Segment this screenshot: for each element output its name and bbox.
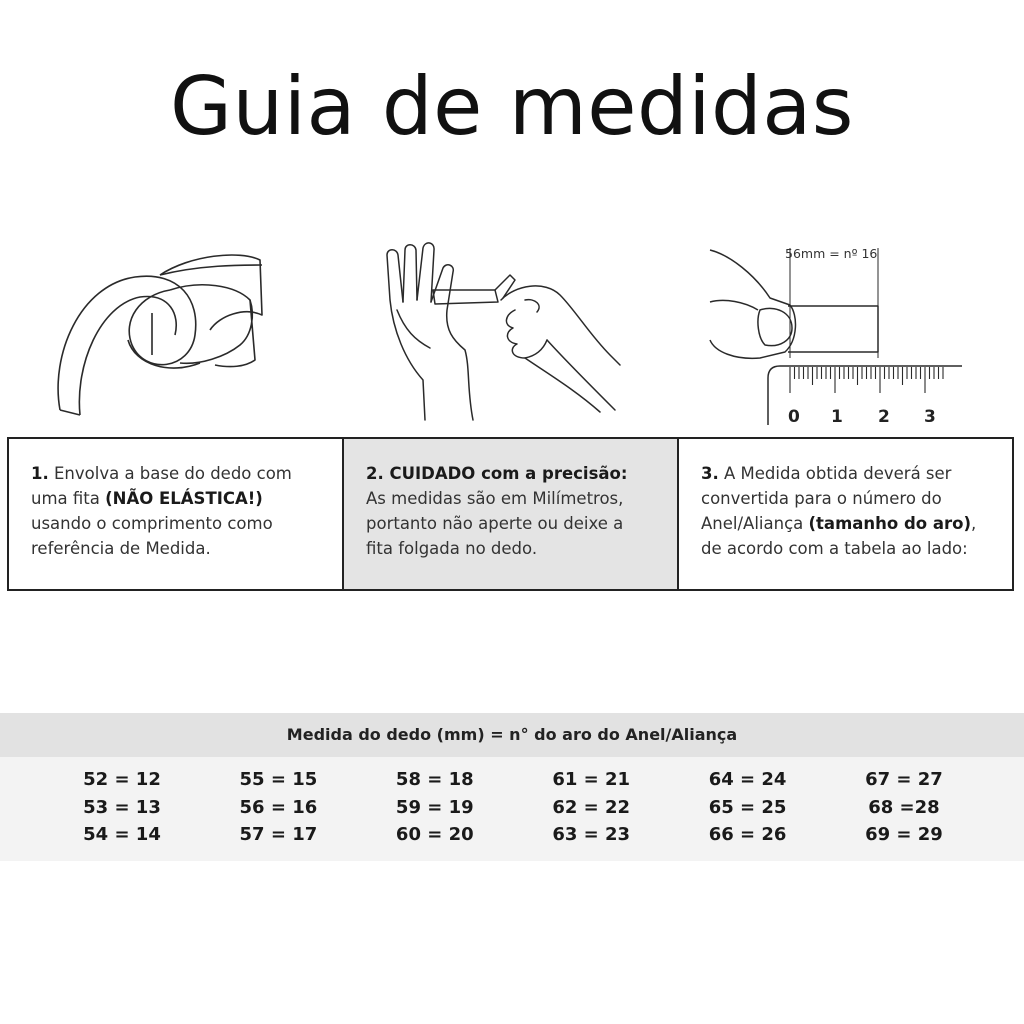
step-1-number: 1. — [31, 464, 49, 483]
size-column — [395, 766, 475, 861]
size-cell: 66 = 26 — [708, 824, 787, 845]
size-column — [864, 766, 944, 861]
ruler-number-3: 3 — [924, 407, 936, 425]
tape-loop-illustration — [40, 235, 280, 425]
step-2 — [342, 439, 677, 589]
step-3-line1: A Medida obtida deverá ser — [718, 464, 952, 483]
step-1-line2b: (NÃO ELÁSTICA!) — [105, 489, 263, 508]
ruler-number-2: 2 — [878, 407, 890, 425]
size-cell: 65 = 25 — [708, 796, 787, 818]
size-cell: 60 = 20 — [395, 824, 474, 845]
step-2-line2: As medidas são em Milímetros, — [366, 489, 624, 508]
size-cell: 52 = 12 — [83, 769, 161, 790]
size-column — [238, 766, 318, 861]
size-cell: 55 = 15 — [239, 769, 318, 790]
step-3-line3a: Anel/Aliança — [701, 514, 809, 533]
ruler-number-0: 0 — [788, 407, 800, 425]
size-cell: 68 =28 — [868, 796, 940, 818]
size-cell: 59 = 19 — [395, 796, 474, 818]
step-3-line4: de acordo com a tabela ao lado: — [701, 539, 968, 558]
size-table-body — [0, 757, 1024, 861]
hands-measuring-illustration — [375, 240, 635, 425]
step-3-number: 3. — [701, 464, 719, 483]
page-title: Guia de medidas — [170, 60, 854, 153]
size-cell: 57 = 17 — [239, 824, 318, 845]
size-cell: 69 = 29 — [865, 824, 943, 845]
step-1-line1: Envolva a base do dedo com — [48, 464, 292, 483]
size-column — [551, 766, 631, 861]
size-cell: 64 = 24 — [708, 769, 787, 790]
size-table-header: Medida do dedo (mm) = n° do aro do Anel/Aliança — [0, 713, 1024, 757]
size-cell: 58 = 18 — [395, 769, 474, 790]
step-3-line3c: , — [971, 514, 977, 533]
size-cell: 53 = 13 — [83, 796, 161, 818]
step-1-line2a: uma fita — [31, 489, 106, 508]
size-column — [708, 766, 788, 861]
size-table — [0, 713, 1024, 861]
step-2-line3: portanto não aperte ou deixe a — [366, 514, 624, 533]
step-2-heading: 2. CUIDADO com a precisão: — [366, 464, 628, 483]
step-1 — [9, 439, 342, 589]
size-cell: 61 = 21 — [552, 769, 631, 790]
size-cell: 54 = 14 — [83, 824, 161, 845]
size-cell: 62 = 22 — [552, 796, 631, 818]
step-3 — [677, 439, 1012, 589]
step-3-line2: convertida para o número do — [701, 489, 942, 508]
ruler-label: 56mm = nº 16 — [785, 246, 878, 261]
size-cell: 67 = 27 — [865, 769, 943, 790]
size-cell: 56 = 16 — [239, 796, 318, 818]
step-2-line4: fita folgada no dedo. — [366, 539, 538, 558]
size-cell: 63 = 23 — [552, 824, 631, 845]
step-3-line3b: (tamanho do aro) — [808, 514, 972, 533]
step-1-line4: referência de Medida. — [31, 539, 211, 558]
ruler-measure-illustration — [700, 240, 980, 425]
step-1-line3: usando o comprimento como — [31, 514, 273, 533]
size-column — [82, 766, 162, 861]
instruction-steps — [7, 437, 1014, 591]
ruler-number-1: 1 — [831, 407, 843, 425]
